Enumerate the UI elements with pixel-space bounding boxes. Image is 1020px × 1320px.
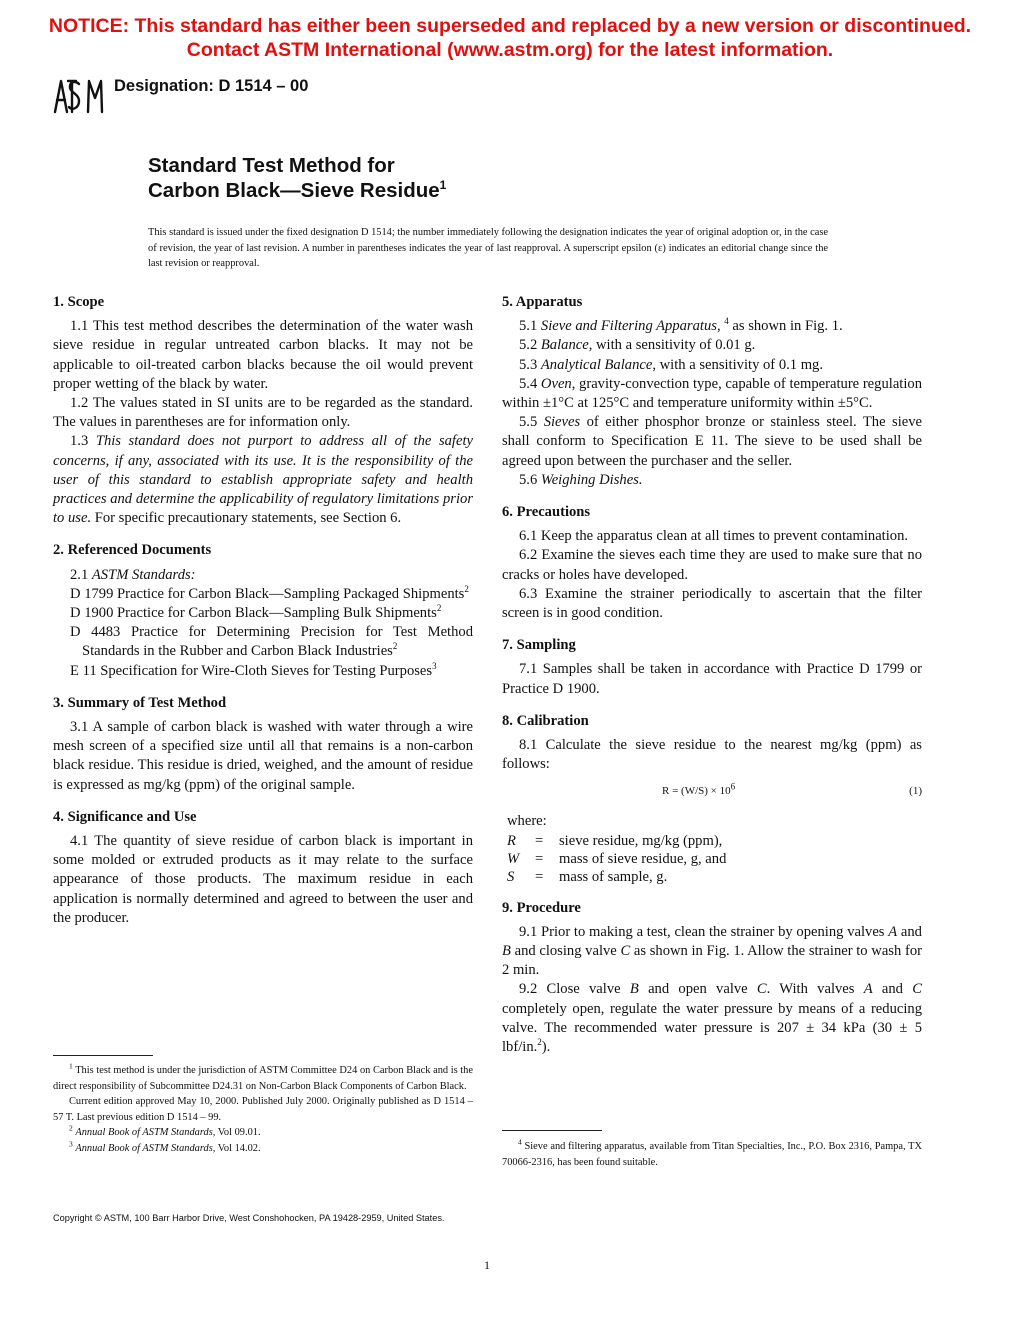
section-procedure bbox=[502, 899, 922, 1058]
paragraph: 9.2 Close valve B and open valve C. With valves A and C completely open, regulate the water pressure by means of a reducing valve. The recommended water pressure is 207 ± 34 kPa (30 ± 5 lbf/in.$^2$). bbox=[502, 981, 922, 1056]
section-scope bbox=[53, 293, 473, 528]
title-footnote-mark: 1 bbox=[439, 178, 447, 193]
where-label: where: bbox=[507, 813, 547, 830]
section-heading: 8. Calibration bbox=[502, 712, 589, 729]
paragraph: 5.5 Sieves of either phosphor bronze or stainless steel. The sieve shall conform to Specification E 11. The sieve to be used shall be agreed upon between the purchaser and the seller. bbox=[502, 414, 923, 469]
equation-formula: $R = (W/S) \times 10^6$ bbox=[662, 781, 736, 798]
section-precautions bbox=[502, 503, 922, 623]
reference-item: D 1799 Practice for Carbon Black—Sampling Packaged Shipments$^2$ bbox=[70, 583, 469, 602]
paragraph: 1.2 The values stated in SI units are to be regarded as the standard. The values in parentheses are for information only. bbox=[53, 395, 473, 431]
notice-banner bbox=[0, 14, 1020, 62]
paragraph: 5.2 Balance, with a sensitivity of 0.01 g. bbox=[519, 337, 756, 354]
right-column bbox=[502, 293, 922, 1070]
paragraph: 1.1 This test method describes the determination of the water wash sieve residue in regular untreated carbon blacks. It may not be applicable to oil-treated carbon blacks because the oil would prevent proper wetting of the black by water. bbox=[53, 318, 473, 392]
paragraph: 5.1 Sieve and Filtering Apparatus, $^4$ as shown in Fig. 1. bbox=[519, 316, 843, 335]
paragraph: 5.3 Analytical Balance, with a sensitivity of 0.1 mg. bbox=[519, 356, 824, 373]
section-heading: 7. Sampling bbox=[502, 637, 576, 654]
astm-logo-icon bbox=[52, 76, 104, 116]
section-calibration bbox=[502, 712, 922, 886]
section-apparatus bbox=[502, 293, 922, 490]
title-line-1: Standard Test Method for bbox=[148, 154, 395, 177]
section-heading: 9. Procedure bbox=[502, 899, 581, 916]
footnote-rule-right bbox=[502, 1130, 602, 1131]
footnotes-left bbox=[53, 1063, 473, 1156]
variable-definition: W = mass of sieve residue, g, and bbox=[507, 850, 727, 867]
section-heading: 3. Summary of Test Method bbox=[53, 694, 227, 711]
paragraph: 3.1 A sample of carbon black is washed with water through a wire mesh screen of a specified size until all that remains is a non-carbon black residue. This residue is dried, weighed, and the amount of residue is expressed as mg/kg (ppm) of the original sample. bbox=[53, 719, 473, 793]
designation: Designation: D 1514 – 00 bbox=[114, 77, 309, 95]
section-referenced-documents bbox=[53, 541, 473, 680]
reference-item: E 11 Specification for Wire-Cloth Sieves for Testing Purposes$^3$ bbox=[70, 660, 437, 679]
section-heading: 2. Referenced Documents bbox=[53, 542, 212, 559]
section-heading: 1. Scope bbox=[53, 294, 105, 310]
notice-line-1: NOTICE: This standard has either been superseded and replaced by a new version or discontinued. bbox=[48, 15, 972, 37]
paragraph: 8.1 Calculate the sieve residue to the nearest mg/kg (ppm) as follows: bbox=[502, 737, 922, 773]
reference-item: D 1900 Practice for Carbon Black—Sampling Bulk Shipments$^2$ bbox=[70, 603, 442, 622]
paragraph: 6.3 Examine the strainer periodically to ascertain that the filter screen is in good condition. bbox=[502, 585, 922, 622]
paragraph: 6.1 Keep the apparatus clean at all times to prevent contamination. bbox=[519, 528, 909, 545]
footnote: Current edition approved May 10, 2000. Published July 2000. Originally published as D 1514 – 57 T. Last previous edition D 1514 – 99. bbox=[53, 1096, 473, 1123]
paragraph: 4.1 The quantity of sieve residue of carbon black is important in some molded or extruded products as it may relate to the surface appearance of those products. The maximum residue in each application is normally determined and agreed to between the user and the producer. bbox=[53, 833, 473, 926]
section-summary bbox=[53, 694, 473, 795]
variable-definition: S = mass of sample, g. bbox=[507, 868, 668, 885]
section-heading: 5. Apparatus bbox=[502, 294, 583, 310]
paragraph: 5.6 Weighing Dishes. bbox=[519, 471, 643, 488]
copyright: Copyright © ASTM, 100 Barr Harbor Drive, West Conshohocken, PA 19428-2959, United States. bbox=[53, 1213, 445, 1223]
paragraph: 1.3 This standard does not purport to address all of the safety concerns, if any, associated with its use. It is the responsibility of the user of this standard to establish appropriate safety and health practices and determine the applicability of regulatory limitations prior to use. For specific precautionary statements, see Section 6. bbox=[53, 433, 473, 527]
reference-item: D 4483 Practice for Determining Precision for Test Method Standards in the Rubber and Carbon Black Industries$^2$ bbox=[70, 624, 473, 660]
paragraph: 5.4 Oven, gravity-convection type, capable of temperature regulation within ±1°C at 125°C and temperature uniformity within ±5°C. bbox=[502, 375, 922, 412]
variable-definition: R = sieve residue, mg/kg (ppm), bbox=[507, 832, 723, 849]
notice-line-2: Contact ASTM International (www.astm.org) for the latest information. bbox=[186, 39, 834, 61]
footnote: $^1$ This test method is under the jurisdiction of ASTM Committee D24 on Carbon Black and is the direct responsibility of Subcommittee D24.31 on Non-Carbon Black Components of Carbon Black. bbox=[53, 1061, 473, 1092]
paragraph: 9.1 Prior to making a test, clean the strainer by opening valves A and B and closing valve C as shown in Fig. 1. Allow the strainer to wash for 2 min. bbox=[502, 923, 922, 979]
section-heading: 6. Precautions bbox=[502, 504, 591, 521]
section-significance bbox=[53, 808, 473, 928]
footnote-rule-left bbox=[53, 1055, 153, 1056]
page-number: 1 bbox=[484, 1258, 490, 1272]
equation bbox=[502, 778, 922, 812]
issue-note: This standard is issued under the fixed designation D 1514; the number immediately following the designation indicates the year of original adoption or, in the case of revision, the year of last revision. A number in parentheses indicates the year of last reapproval. A superscript epsilon (ε) indicates an editorial change since the last revision or reapproval. bbox=[148, 227, 829, 269]
footnotes-right bbox=[502, 1139, 922, 1170]
section-heading: 4. Significance and Use bbox=[53, 808, 197, 825]
paragraph: 2.1 ASTM Standards: bbox=[70, 566, 196, 583]
paragraph: 6.2 Examine the sieves each time they are used to make sure that no cracks or holes have developed. bbox=[502, 547, 922, 583]
section-sampling bbox=[502, 636, 922, 699]
title-line-2: Carbon Black—Sieve Residue$^1$ bbox=[148, 178, 447, 202]
document-title bbox=[148, 153, 446, 203]
footnote: $^3$ Annual Book of ASTM Standards, Vol 14.02. bbox=[69, 1139, 261, 1154]
footnote: $^4$ Sieve and filtering apparatus, available from Titan Specialties, Inc., P.O. Box 2316, Pampa, TX 70066-2316, has been found suitable. bbox=[502, 1137, 922, 1168]
left-column bbox=[53, 293, 473, 941]
footnote: $^2$ Annual Book of ASTM Standards, Vol 09.01. bbox=[69, 1123, 261, 1138]
paragraph: 7.1 Samples shall be taken in accordance with Practice D 1799 or Practice D 1900. bbox=[502, 661, 922, 697]
equation-number: (1) bbox=[909, 785, 922, 798]
